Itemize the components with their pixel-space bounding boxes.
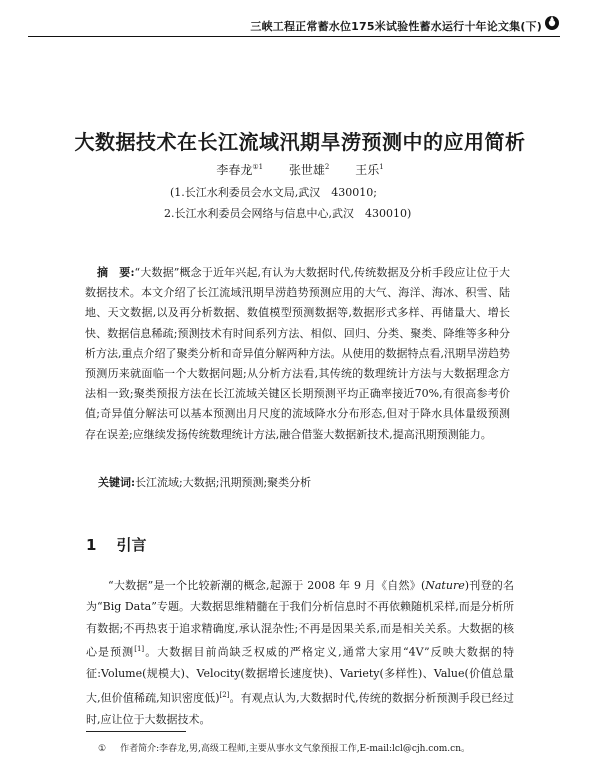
author-2-mark: 2 xyxy=(324,163,330,171)
author-1: 李春龙$^{①1}$ xyxy=(216,163,264,177)
abstract-text: “大数据”概念于近年兴起,有认为大数据时代,传统数据及分析手段应让位于大数据技术。本文介绍了长江流域汛期旱涝趋势预测应用的大气、海洋、海冰、积雪、陆地、天文数据,以及再分析数据、数值模型预测数据等,数据形式多样、再储量大、增长快、数据信息稀疏;预测技术有时间系列方法、相似、回归、分类、聚类、降维等多种分析方法,重点介绍了聚类分析和奇异值分解两种方法。从使用的数据特点看,汛期旱涝趋势预测历来就面临一个大数据问题;从分析方法看,其传统的数理统计方法与大数据理念方法相一致;聚类预报方法在长江流域关键区长期预测平均正确率接近70%,有很高参考价值;奇异值分解法可以基本预测出月尺度的流域降水分布形态,但对于降水具体量级预测存在误差;应继续发扬传统数理统计方法,融合借鉴大数据新技术,提高汛期预测能力。 xyxy=(85,266,510,441)
journal-logo-icon xyxy=(544,15,560,35)
citation-2: [2] xyxy=(219,690,230,699)
footnote-text: 作者简介:李春龙,男,高级工程师,主要从事水文气象预报工作,E-mail:lcl@cjh.com.cn。 xyxy=(120,744,470,754)
author-1-mark: ①1 xyxy=(252,163,264,171)
affiliation-1: (1.长江水利委员会水文局,武汉 430010; xyxy=(170,186,377,199)
author-list xyxy=(0,161,600,178)
affiliation-2: 2.长江水利委员会网络与信息中心,武汉 430010) xyxy=(164,207,412,220)
author-3: 王乐$^1$ xyxy=(355,163,384,177)
abstract-label: 摘 要: xyxy=(97,266,135,279)
journal-name: Nature xyxy=(425,579,465,592)
section-number: 1 xyxy=(86,536,97,554)
section-title: 引言 xyxy=(116,536,147,554)
section-heading xyxy=(86,534,146,555)
header-rule xyxy=(28,36,560,37)
citation-1: [1] xyxy=(134,645,145,654)
author-2: 张世雄$^2$ xyxy=(288,163,330,177)
footnote-rule xyxy=(86,731,186,732)
keywords-label: 关键词: xyxy=(98,476,136,489)
author-3-mark: 1 xyxy=(379,163,384,171)
intro-paragraph: “大数据”是一个比较新潮的概念,起源于 2008 年 9 月《自然》(Nature)刊登的名为“Big Data”专题。大数据思维精髓在于我们分析信息时不再依赖随机采样,而是分析所有数据;不再热衷于追求精确度,承认混杂性;不再是因果关系,而是相关关系。大数据的核心是预测[1]。大数据目前尚缺乏权威的严格定义,通常大家用“4V”反映大数据的特征:Volume(规模大)、Velocity(数据增长速度快)、Variety(多样性)、Value(价值总量大,但价值稀疏,知识密度低)[2]。有观点认为,大数据时代,传统的数据分析预测手段已经过时,应让位于大数据技术。 xyxy=(86,579,515,726)
paper-title: 大数据技术在长江流域汛期旱涝预测中的应用简析 xyxy=(74,130,526,154)
abstract xyxy=(85,263,510,445)
footnote-mark: ① xyxy=(98,744,107,754)
keywords-text: 长江流域;大数据;汛期预测;聚类分析 xyxy=(135,476,312,489)
keywords xyxy=(98,474,311,490)
running-header: 三峡工程正常蓄水位175米试验性蓄水运行十年论文集(下) xyxy=(250,20,542,33)
footnote xyxy=(98,741,470,754)
